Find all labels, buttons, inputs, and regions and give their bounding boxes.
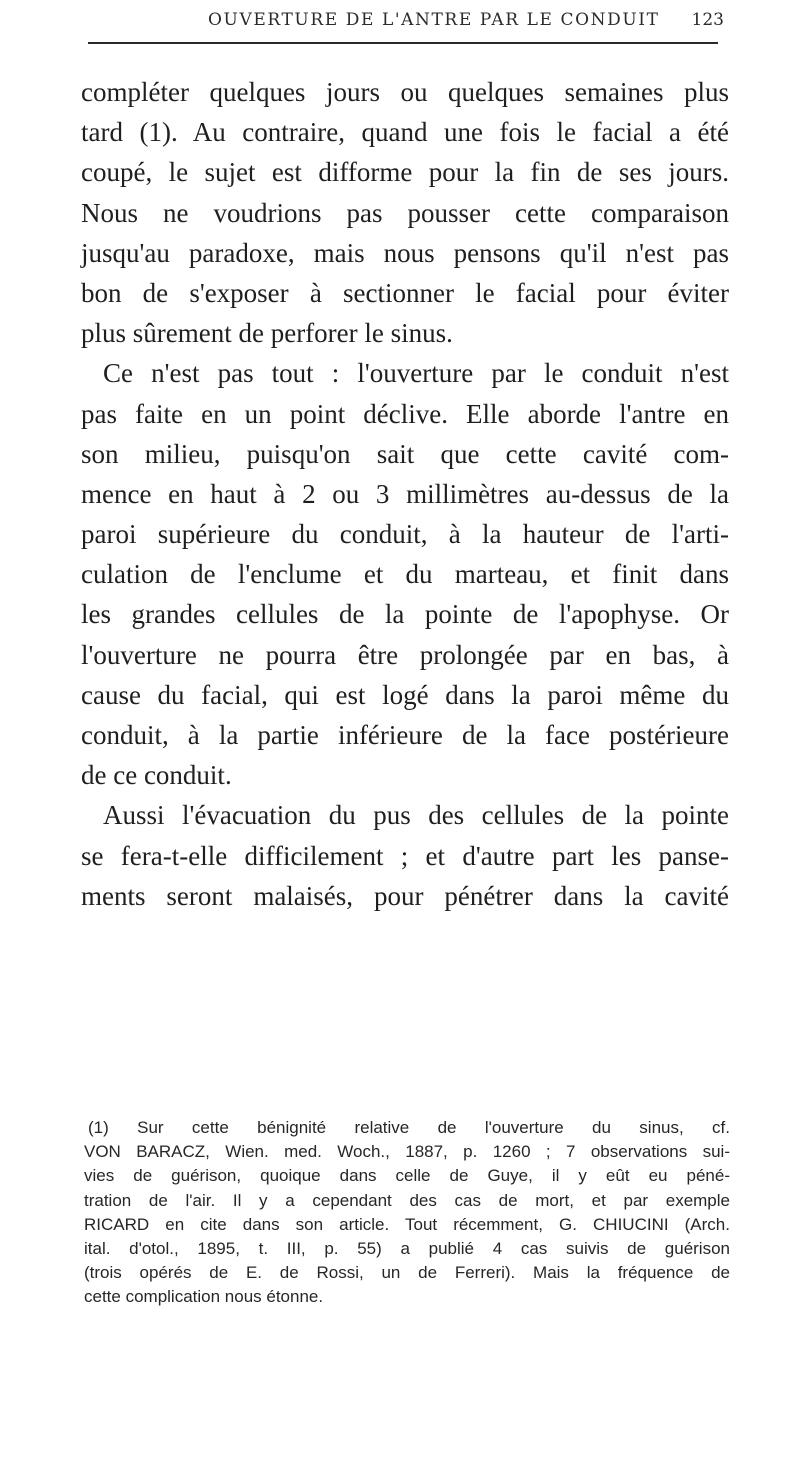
footnote-line: (1) Sur cette bénignité relative de l'ouverture du sinus, cf. xyxy=(88,1118,730,1137)
body-line: pas faite en un point déclive. Elle aborde l'antre en xyxy=(81,398,729,429)
body-line: les grandes cellules de la pointe de l'apophyse. Or xyxy=(81,599,729,630)
body-line: plus sûrement de perforer le sinus. xyxy=(81,318,453,349)
body-line: l'ouverture ne pourra être prolongée par en bas, à xyxy=(81,639,729,670)
footnote-line: vies de guérison, quoique dans celle de Guye, il y eût eu péné- xyxy=(84,1166,730,1186)
body-line: culation de l'enclume et du marteau, et finit dans xyxy=(81,559,729,590)
footnote xyxy=(84,1116,730,1310)
running-head xyxy=(0,6,800,40)
page-number: 123 xyxy=(691,10,724,30)
body-line: ments seront malaisés, pour pénétrer dans la cavité xyxy=(81,880,729,911)
body-line: bon de s'exposer à sectionner le facial pour éviter xyxy=(81,277,729,308)
body-line: de ce conduit. xyxy=(81,760,232,791)
running-title: OUVERTURE DE L'ANTRE PAR LE CONDUIT xyxy=(208,10,660,30)
body-text xyxy=(81,72,729,916)
body-line: compléter quelques jours ou quelques semaines plus xyxy=(81,77,729,107)
body-line: son milieu, puisqu'on sait que cette cavité com- xyxy=(81,438,729,469)
body-line: Nous ne voudrions pas pousser cette comparaison xyxy=(81,197,729,228)
footnote-line: RICARD en cite dans son article. Tout récemment, G. CHIUCINI (Arch. xyxy=(84,1214,730,1234)
body-line: Aussi l'évacuation du pus des cellules de la pointe xyxy=(103,800,729,831)
body-line: tard (1). Au contraire, quand une fois le facial a été xyxy=(81,117,729,148)
body-line: cause du facial, qui est logé dans la paroi même du xyxy=(81,679,729,710)
body-line: paroi supérieure du conduit, à la hauteur de l'arti- xyxy=(81,519,729,550)
footnote-line: tration de l'air. Il y a cependant des cas de mort, et par exemple xyxy=(84,1190,730,1210)
body-line: se fera-t-elle difficilement ; et d'autre part les panse- xyxy=(81,840,729,871)
header-rule xyxy=(88,42,718,44)
footnote-line: cette complication nous étonne. xyxy=(84,1287,324,1307)
footnote-line: (trois opérés de E. de Rossi, un de Ferreri). Mais la fréquence de xyxy=(84,1263,730,1283)
body-line: jusqu'au paradoxe, mais nous pensons qu'il n'est pas xyxy=(81,237,729,268)
body-line: mence en haut à 2 ou 3 millimètres au-dessus de la xyxy=(81,478,729,509)
footnote-line: ital. d'otol., 1895, t. III, p. 55) a publié 4 cas suivis de guérison xyxy=(84,1238,730,1258)
body-line: Ce n'est pas tout : l'ouverture par le conduit n'est xyxy=(103,358,729,389)
footnote-line: VON BARACZ, Wien. med. Woch., 1887, p. 1260 ; 7 observations sui- xyxy=(84,1142,730,1162)
body-line: conduit, à la partie inférieure de la face postérieure xyxy=(81,720,729,750)
body-line: coupé, le sujet est difforme pour la fin de ses jours. xyxy=(81,157,729,188)
